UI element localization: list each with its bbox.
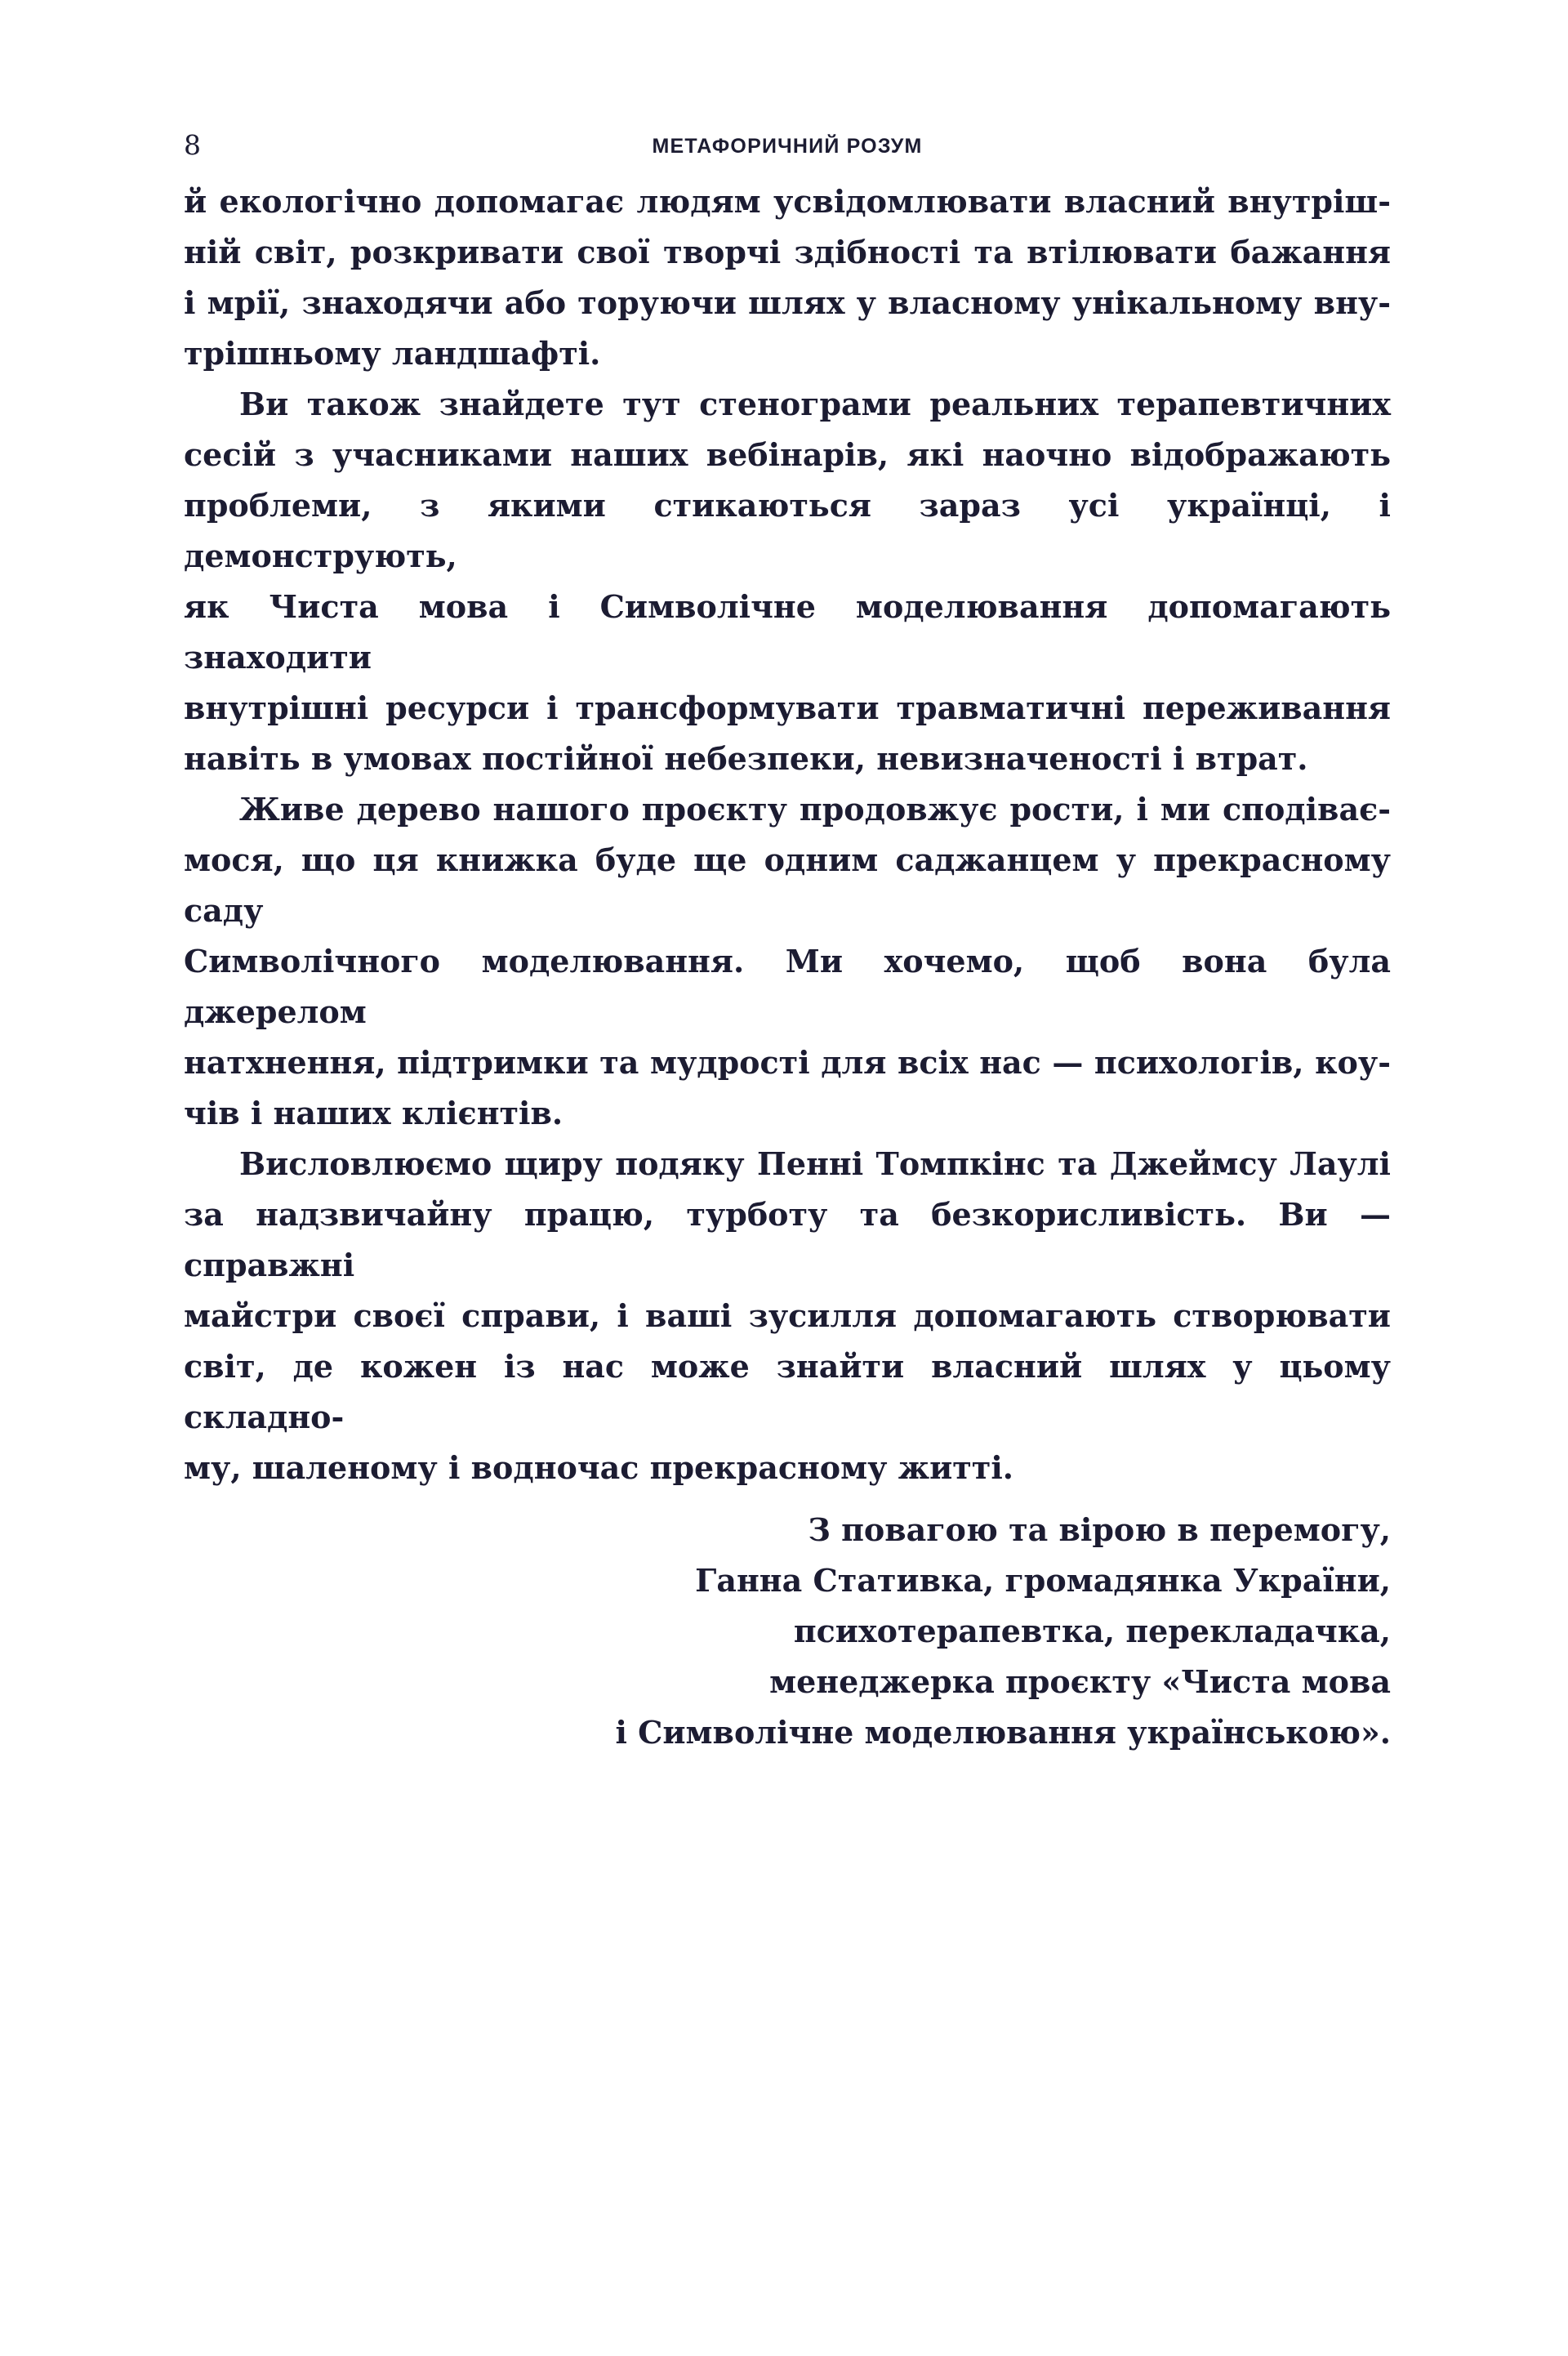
signature-line: і Символічне моделювання українською». bbox=[615, 1714, 1391, 1751]
paragraphs-container bbox=[184, 176, 1391, 1493]
signature-line: менеджерка проєкту «Чиста мова bbox=[769, 1663, 1391, 1700]
text-line: і мрії, знаходячи або торуючи шлях у власному унікальному вну- bbox=[184, 284, 1391, 321]
signature-block bbox=[184, 1505, 1391, 1758]
text-line: майстри своєї справи, і ваші зусилля допомагають створювати bbox=[184, 1297, 1391, 1334]
text-line: за надзвичайну працю, турботу та безкорисливість. Ви — справжні bbox=[184, 1196, 1391, 1283]
text-line: сесій з учасниками наших вебінарів, які наочно відображають bbox=[184, 436, 1391, 473]
paragraph bbox=[184, 176, 1391, 379]
text-line: натхнення, підтримки та мудрості для всіх нас — психологів, коу- bbox=[184, 1044, 1391, 1081]
text-line: як Чиста мова і Символічне моделювання допомагають знаходити bbox=[184, 588, 1391, 676]
text-line: навіть в умовах постійної небезпеки, невизначеності і втрат. bbox=[184, 740, 1308, 777]
paragraph bbox=[184, 1139, 1391, 1493]
signature-line: психотерапевтка, перекладачка, bbox=[793, 1613, 1391, 1649]
page-number: 8 bbox=[184, 129, 201, 161]
text-line: мося, що ця книжка буде ще одним саджанцем у прекрасному саду bbox=[184, 841, 1391, 929]
text-line: ній світ, розкривати свої творчі здібності та втілювати бажання bbox=[184, 234, 1391, 270]
text-line: Символічного моделювання. Ми хочемо, щоб вона була джерелом bbox=[184, 943, 1391, 1030]
paragraph bbox=[184, 379, 1391, 784]
running-title: МЕТАФОРИЧНИЙ РОЗУМ bbox=[652, 135, 923, 158]
page-content bbox=[184, 176, 1391, 1758]
text-line: проблеми, з якими стикаються зараз усі українці, і демонструють, bbox=[184, 487, 1391, 574]
signature-line: Ганна Стативка, громадянка України, bbox=[695, 1562, 1391, 1599]
text-line: Ви також знайдете тут стенограми реальних терапевтичних bbox=[239, 386, 1391, 422]
text-line: й екологічно допомагає людям усвідомлювати власний внутріш- bbox=[184, 183, 1391, 220]
signature-line: З повагою та вірою в перемогу, bbox=[808, 1511, 1391, 1548]
text-line: чів і наших клієнтів. bbox=[184, 1095, 564, 1131]
text-line: Живе дерево нашого проєкту продовжує рости, і ми сподіває- bbox=[239, 791, 1391, 828]
text-line: світ, де кожен із нас може знайти власний шлях у цьому складно- bbox=[184, 1348, 1391, 1435]
text-line: внутрішні ресурси і трансформувати травматичні переживання bbox=[184, 689, 1391, 726]
text-line: Висловлюємо щиру подяку Пенні Томпкінс та Джеймсу Лаулі bbox=[239, 1145, 1391, 1182]
paragraph bbox=[184, 784, 1391, 1139]
page-header bbox=[184, 123, 1391, 161]
text-line: му, шаленому і водночас прекрасному житті. bbox=[184, 1449, 1014, 1486]
text-line: трішньому ландшафті. bbox=[184, 335, 601, 372]
